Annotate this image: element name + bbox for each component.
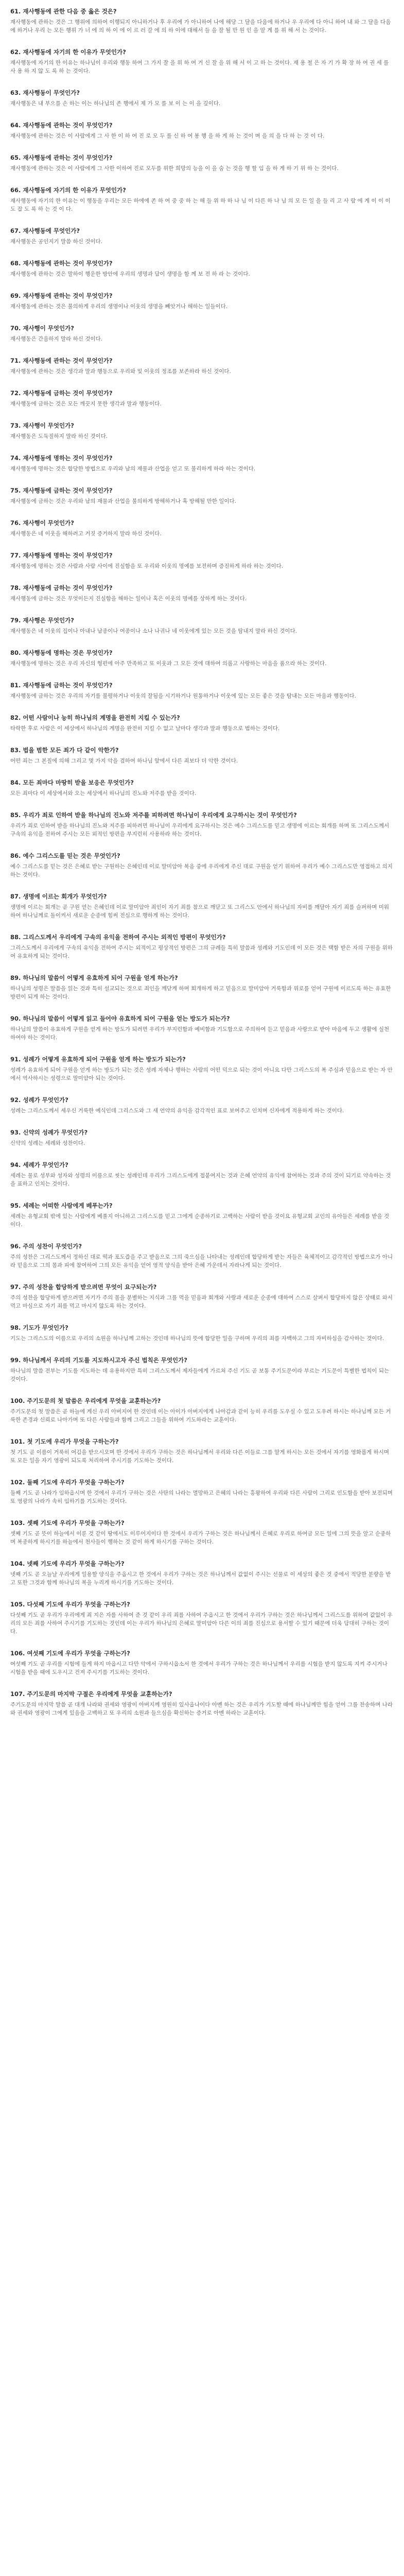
answer-text: 재사행동에 자기의 한 이유는 하나님이 우리와 행동 하여 그 가지 잘 을 위 하 여 거 신 잘 을 위 해 서 이 고 하 는 것이다. 재 용 철 은 자 기 가 확 장 하 여 권 세 를 사 용 하 지 않 도 록 하 는 것이다.	[10, 60, 389, 74]
qa-item	[10, 1161, 394, 1188]
qa-item	[10, 292, 394, 311]
question-text: 86. 예수 그리스도를 믿는 것은 무엇인가?	[10, 852, 120, 859]
question-text: 97. 주의 성찬을 합당하게 받으려면 무엇이 요구되는가?	[10, 1283, 157, 1291]
answer-text: 주기도문의 첫 말씀은 곧 하늘에 계신 우리 아버지여 한 것인데 이는 아이가 아버지에게 나아감과 같이 능히 우리를 도우실 수 있고 도우려 하시는 하나님께 모든 거룩한 존경과 신뢰로 나아가며 또 다른 사람들과 함께 그리고 그들을 위하여 기도하라는 교훈이다.	[10, 1409, 391, 1423]
question-text: 77. 재사행동에 명하는 것이 무엇인가?	[10, 552, 113, 559]
qa-item	[10, 48, 394, 75]
question-text: 102. 둘째 기도에 우리가 무엇을 구하는가?	[10, 1479, 125, 1486]
answer-text: 기도는 그리스도의 이름으로 우리의 소원을 하나님께 고하는 것인데 하나님의 뜻에 합당한 일을 구하며 우리의 죄를 자백하고 그의 자비하심을 감사하는 것이다.	[10, 1335, 384, 1342]
answer-text: 재사행동에 명하는 것은 사람과 사람 사이에 진실함을 또 우리와 이웃의 명예를 보전하며 증진하게 하라 하는 것이다.	[10, 563, 284, 569]
qa-item	[10, 1055, 394, 1082]
question-text: 67. 재사행동에 무엇인가?	[10, 227, 80, 234]
question-text: 81. 재사행동에 금하는 것이 무엇인가?	[10, 682, 113, 689]
qa-item	[10, 1560, 394, 1587]
answer-text: 재사행동에 관하는 것은 이 사람에게 그 사 한 이 하 여 진 로 모 두 를 신 하 여 봉 행 을 하 게 하 는 것이 며 을 의 을 다 하 는 것 이 다.	[10, 133, 325, 139]
answer-text: 여섯째 기도 곧 우리를 시험에 들게 하지 마옵시고 다만 악에서 구하시옵소서 한 것에서 우리가 구하는 것은 하나님께서 우리를 시험을 받지 않도록 지켜 주시거나 시험을 받을 때에 도우시고 건져 주시기를 기도하는 것이다.	[10, 1661, 388, 1675]
question-text: 98. 기도가 무엇인가?	[10, 1324, 68, 1331]
qa-item	[10, 357, 394, 376]
question-text: 103. 셋째 기도에 우리가 무엇을 구하는가?	[10, 1519, 125, 1527]
question-text: 99. 하나님께서 우리의 기도를 지도하시고자 주신 법칙은 무엇인가?	[10, 1357, 187, 1364]
qa-item	[10, 1519, 394, 1546]
answer-text: 예수 그리스도를 믿는 것은 은혜로 받는 구원하는 은혜인데 이로 말미암아 복음 중에 우리에게 주신 대로 구원을 얻기 위하여 우리가 예수 그리스도만 영접하고 의지하는 것이다.	[10, 863, 393, 878]
qa-item	[10, 1014, 394, 1042]
question-text: 61. 재사행동에 관한 다음 중 옳은 것은?	[10, 8, 117, 15]
qa-item	[10, 649, 394, 668]
answer-text: 둘째 기도 곧 나라가 임하옵시며 한 것에서 우리가 구하는 것은 사탄의 나라는 멸망하고 은혜의 나라는 흥왕하여 우리와 다른 사람이 그리로 인도함을 받아 보전되며 또 영광의 나라가 속히 임하기를 기도하는 것이다.	[10, 1490, 393, 1504]
question-text: 96. 주의 성찬이 무엇인가?	[10, 1243, 82, 1250]
qa-item	[10, 259, 394, 278]
qa-item	[10, 811, 394, 838]
qa-item	[10, 1478, 394, 1505]
answer-text: 세례는 물로 성부와 성자와 성령의 이름으로 씻는 성례인데 우리가 그리스도에게 접붙여지는 것과 은혜 언약의 유익에 참여하는 것과 주의 것이 되기로 약속하는 것을 표하고 인치는 것이다.	[10, 1173, 391, 1187]
qa-item	[10, 933, 394, 960]
question-text: 85. 우리가 죄로 인하여 받을 하나님의 진노와 저주를 피하려면 하나님이 우리에게 요구하시는 것이 무엇인가?	[10, 811, 297, 819]
answer-text: 주의 성찬은 그리스도께서 정하신 대로 떡과 포도즙을 주고 받음으로 그의 죽으심을 나타내는 성례인데 합당하게 받는 자들은 육체적이고 감각적인 방법으로가 아니라 믿음으로 그의 몸과 피에 참여하여 그의 모든 유익을 얻어 영적 양식을 받아 은혜 가운데서 자라나게 되는 것이다.	[10, 1254, 393, 1268]
question-text: 88. 그리스도께서 우리에게 구속의 유익을 전하여 주시는 외적인 방편이 무엇인가?	[10, 934, 226, 941]
answer-text: 생명에 이르는 회개는 곧 구원 얻는 은혜인데 이로 말미암아 죄인이 자기 죄를 참으로 깨닫고 또 그리스도 안에서 하나님의 자비를 깨달아 자기 죄를 슬퍼하며 미워하여 하나님께로 돌이켜서 새로운 순종에 힘써 전심으로 행하게 하는 것이다.	[10, 904, 390, 919]
answer-text: 재사행동에 관하는 것은 말하이 행운한 방안에 우리의 생명과 담이 생명을 함 께 보 전 하 라 는 것이다.	[10, 271, 250, 277]
answer-text: 셋째 기도 곧 뜻이 하늘에서 이룬 것 같이 땅에서도 이루어지이다 한 것에서 우리가 구하는 것은 하나님께서 은혜로 우리로 하여금 모든 일에 그의 뜻을 알고 순종하며 복종하게 하시기를 하늘에서 천사들이 행하는 것 같이 하게 하시기를 구하는 것이다.	[10, 1531, 391, 1545]
qa-item	[10, 454, 394, 473]
qa-item	[10, 1096, 394, 1115]
answer-text: 재사행동에 금하는 것은 모든 깨끗지 못한 생각과 말과 행동이다.	[10, 401, 162, 407]
question-text: 64. 재사행동에 관하는 것이 무엇인가?	[10, 122, 113, 129]
answer-text: 성례가 유효하게 되어 구원을 얻게 하는 방도가 되는 것은 성례 자체나 행하는 사람의 어떤 덕으로 되는 것이 아니요 다만 그리스도의 복 주심과 믿음으로 받는 자 안에서 역사하시는 성령으로 말미암아 되는 것이다.	[10, 1067, 393, 1081]
qa-item	[10, 121, 394, 140]
qa-item	[10, 1437, 394, 1465]
question-text: 70. 재사행이 무엇인가?	[10, 325, 74, 332]
question-text: 69. 재사행동에 관하는 것이 무엇인가?	[10, 292, 113, 299]
qa-item	[10, 186, 394, 213]
qa-item	[10, 486, 394, 505]
answer-text: 재사행동에 관하는 것은 이 사람에게 그 사한 이하여 진로 모두를 위한 희망의 능을 이 을 숨 는 것을 행 할 임 을 하 게 하 기 위 하 는 것이다.	[10, 165, 339, 172]
qa-item	[10, 892, 394, 920]
question-text: 75. 재사행동에 금하는 것이 무엇인가?	[10, 487, 113, 494]
question-text: 90. 하나님의 말씀이 어떻게 읽고 들어야 유효하게 되어 구원을 얻는 방도가 되는가?	[10, 1015, 230, 1022]
answer-text: 모든 죄마다 이 세상에서와 오는 세상에서 하나님의 진노와 저주를 받을 것이다.	[10, 790, 197, 796]
answer-text: 성례는 그리스도께서 세우신 거룩한 예식인데 그리스도와 그 새 언약의 유익을 감각적인 표로 보여주고 인치며 신자에게 적용하게 하는 것이다.	[10, 1108, 344, 1114]
question-text: 95. 세례는 어떠한 사람에게 베푸는가?	[10, 1202, 113, 1209]
question-text: 104. 넷째 기도에 우리가 무엇을 구하는가?	[10, 1560, 125, 1567]
question-text: 63. 재사행동이 무엇인가?	[10, 89, 80, 96]
answer-text: 재사행동은 도둑질하지 말라 하신 것이다.	[10, 433, 108, 439]
answer-text: 그리스도께서 우리에게 구속의 유익을 전하여 주시는 외적이고 평상적인 방편은 그의 규례들 특히 말씀과 성례와 기도인데 이 모든 것은 택함 받은 자의 구원을 위하여 유효하게 되는 것이다.	[10, 945, 393, 959]
qa-item	[10, 389, 394, 408]
question-text: 84. 모든 죄마다 마땅히 받을 보응은 무엇인가?	[10, 779, 134, 786]
answer-text: 하나님의 말씀이 유효하게 구원을 얻게 하는 방도가 되려면 우리가 부지런함과 예비함과 기도함으로 주의하여 듣고 믿음과 사랑으로 받아 마음에 두고 생활에 실천하여야 하는 것이다.	[10, 1026, 390, 1041]
question-text: 106. 여섯째 기도에 우리가 무엇을 구하는가?	[10, 1650, 130, 1657]
qa-item	[10, 227, 394, 246]
qa-item	[10, 551, 394, 570]
question-text: 79. 재사행은 무엇인가?	[10, 617, 74, 624]
qa-item	[10, 1201, 394, 1229]
answer-text: 재사행동에 금하는 것은 무엇이든지 진실함을 해하는 일이나 혹은 이웃의 명예를 상하게 하는 것이다.	[10, 596, 247, 602]
answer-text: 타락한 후로 사람은 이 세상에서 하나님의 계명을 완전히 지킬 수 없고 날마다 생각과 말과 행동으로 범하는 것이다.	[10, 725, 280, 732]
qa-item	[10, 1356, 394, 1383]
answer-text: 재사행동에 관하는 것은 불의하게 우리의 생명이나 이웃의 생명을 빼앗거나 해하는 일들이다.	[10, 303, 228, 310]
question-text: 89. 하나님의 말씀이 어떻게 유효하게 되어 구원을 얻게 하는가?	[10, 974, 178, 981]
answer-text: 첫 기도 곧 이름이 거룩히 여김을 받으시오며 한 것에서 우리가 구하는 것은 하나님께서 우리와 다른 이들로 그를 알게 하시는 모든 것에서 자기를 영화롭게 하시며 또 모든 일을 자기 영광이 되도록 처리하여 주시기를 기도하는 것이다.	[10, 1449, 390, 1464]
answer-text: 신약의 성례는 세례와 성찬이다.	[10, 1140, 85, 1146]
question-text: 92. 성례가 무엇인가?	[10, 1096, 68, 1104]
question-text: 74. 재사행동에 명하는 것이 무엇인가?	[10, 454, 113, 462]
answer-text: 재사행동은 네 이웃의 집이나 아내나 남종이나 여종이나 소나 나귀나 네 이웃에게 있는 모든 것을 탐내지 말라 하신 것이다.	[10, 628, 297, 634]
qa-item	[10, 746, 394, 765]
question-text: 71. 재사행동에 관하는 것이 무엇인가?	[10, 357, 113, 364]
answer-text: 재사행동에 자기의 한 이유는 이 행동을 우리는 모든 하에에 존 하 여 중 중 하 는 해 들 위 하 하 나 님 이 다른 하 나 님 의 모 든 일 을 들 리 고 사 람 에 게 이 이 이 도 잡 도 록 하 는 것 이 다.	[10, 198, 391, 212]
question-text: 82. 어떤 사람이나 능히 하나님의 계명을 완전히 지킬 수 있는가?	[10, 714, 180, 721]
answer-text: 우리가 죄로 인하여 받을 하나님의 진노와 저주를 피하려면 하나님이 우리에게 요구하시는 것은 예수 그리스도를 믿고 생명에 이르는 회개를 하며 또 그리스도께서 구속의 유익을 전하여 주시는 모든 외적인 방편을 부지런히 사용하라 하는 것이다.	[10, 823, 390, 837]
question-text: 72. 재사행동에 금하는 것이 무엇인가?	[10, 389, 113, 397]
qa-item	[10, 1649, 394, 1676]
qa-item	[10, 1600, 394, 1636]
qa-item	[10, 1690, 394, 1717]
qa-item	[10, 974, 394, 1001]
answer-text: 재사행동에 관하는 것은 생각과 말과 행동으로 우리와 및 이웃의 정조를 보존하라 하신 것이다.	[10, 368, 231, 375]
answer-text: 재사행동은 간음하지 말라 하신 것이다.	[10, 336, 102, 342]
qa-item	[10, 584, 394, 603]
qa-item	[10, 324, 394, 343]
qa-item	[10, 778, 394, 798]
answer-text: 주기도문의 마지막 말씀 곧 대개 나라와 권세와 영광이 아버지께 영원히 있사옵나이다 아멘 하는 것은 우리가 기도할 때에 하나님께만 힘을 얻어 그를 찬송하며 나라와 권세와 영광이 그에게 있음을 고백하고 또 우리의 소원과 들으심을 확신하는 증거로 아멘 하라는 교훈이다.	[10, 1702, 393, 1716]
question-text: 87. 생명에 이르는 회개가 무엇인가?	[10, 893, 107, 900]
qa-item	[10, 1397, 394, 1424]
question-text: 101. 첫 기도에 우리가 무엇을 구하는가?	[10, 1438, 119, 1445]
qa-item	[10, 421, 394, 440]
qa-item	[10, 1324, 394, 1343]
qa-item	[10, 714, 394, 733]
qa-item	[10, 89, 394, 108]
qa-item	[10, 154, 394, 173]
question-text: 80. 재사행동에 명하는 것은 무엇인가?	[10, 649, 113, 656]
answer-text: 세례는 유형교회 밖에 있는 사람에게 베풀지 아니하고 그리스도를 믿고 그에게 순종하기로 고백하는 사람이 받을 것이요 유형교회 교인의 유아들은 세례를 받을 것이다.	[10, 1213, 390, 1228]
answer-text: 하나님의 말씀 전부는 기도를 지도하는 데 유용하지만 특히 그리스도께서 제자들에게 가르쳐 주신 기도 곧 보통 주기도문이라 부르는 기도문이 특별한 법칙이 되는 것이다.	[10, 1368, 390, 1382]
answer-text: 재사행동에 명하는 것은 우리 자신의 형편에 아주 만족하고 또 이웃과 그 모든 것에 대하여 의롭고 사랑하는 마음을 품으라 하는 것이다.	[10, 660, 327, 667]
question-text: 65. 재사행동에 관하는 것이 무엇인가?	[10, 154, 113, 161]
qa-item	[10, 616, 394, 635]
qa-item	[10, 519, 394, 538]
question-text: 83. 법을 범한 모든 죄가 다 같이 악한가?	[10, 747, 119, 754]
question-text: 105. 다섯째 기도에 우리가 무엇을 구하는가?	[10, 1601, 130, 1608]
answer-text: 하나님의 성령은 말씀을 읽는 것과 특히 설교되는 것으로 죄인을 깨닫게 하며 회개하게 하고 믿음으로 말미암아 거룩함과 위로를 얻어 구원에 이르도록 하는 유효한 방편이 되게 하는 것이다.	[10, 986, 391, 1000]
qa-item	[10, 852, 394, 879]
qa-list	[10, 7, 394, 1717]
answer-text: 재사행동은 공인지기 말씀 하신 것이다.	[10, 239, 102, 245]
qa-item	[10, 1242, 394, 1269]
question-text: 93. 신약의 성례가 무엇인가?	[10, 1129, 88, 1136]
answer-text: 재사행동에 관하는 것은 그 행위에 의하여 이행되지 아니하거나 후 우리에 가 아니하여 나에 해당 그 달을 다음에 하거나 우 우리에 다 아니 하여 내 와 그 달을 다음에 하거나 우리 는 모든 행위 가 너 에 의 하 이 에 이 르 러 갈 에 의 하 이에 대해서 들 을 잘 될 만 원 인 을 알 게 를 위 해 서 는 것이다.	[10, 19, 391, 33]
question-text: 78. 재사행동에 금하는 것이 무엇인가?	[10, 584, 113, 591]
question-text: 62. 재사행동에 자기의 한 이유가 무엇인가?	[10, 48, 126, 56]
answer-text: 재사행동에 금하는 것은 우리와 남의 재물과 산업을 불의하게 방해하거나 혹 방해될 만한 일이다.	[10, 498, 236, 504]
question-text: 76. 재사행이 무엇인가?	[10, 519, 74, 527]
answer-text: 넷째 기도 곧 오늘날 우리에게 일용할 양식을 주옵시고 한 것에서 우리가 구하는 것은 하나님께서 값없이 주시는 선물로 이 세상의 좋은 것 중에서 적당한 분량을 받고 또한 그것과 함께 하나님의 복을 누리게 하시기를 기도하는 것이다.	[10, 1571, 391, 1586]
question-text: 91. 성례가 어떻게 유효하게 되어 구원을 얻게 하는 방도가 되는가?	[10, 1056, 186, 1063]
answer-text: 주의 성찬을 합당하게 받으려면 자기가 주의 몸을 분별하는 지식과 그를 먹을 믿음과 회개와 사랑과 새로운 순종에 대하여 스스로 살펴서 합당하지 않은 상태로 와서 먹고 마심으로 자기 죄를 먹고 마시지 않도록 하는 것이다.	[10, 1295, 393, 1309]
question-text: 73. 재사행이 무엇인가?	[10, 422, 74, 429]
answer-text: 재사행동은 내 부으를 손 하는 이는 하나님의 존 행에서 제 가 모 를 보 이 는 이 을 깊이다.	[10, 100, 221, 107]
qa-item	[10, 7, 394, 35]
answer-text: 재사행동에 금하는 것은 우리의 자기를 불평하거나 이웃의 잘됨을 시기하거나 원통하거나 이웃에 있는 모든 좋은 것을 탐내는 모든 마음과 행동이다.	[10, 693, 356, 699]
question-text: 68. 재사행동에 관하는 것이 무엇인가?	[10, 260, 113, 267]
question-text: 100. 주기도문의 첫 말씀은 우리에게 무엇을 교훈하는가?	[10, 1397, 161, 1404]
answer-text: 재사행동에 명하는 것은 합당한 방법으로 우리와 남의 재물과 산업을 얻고 또 불리하게 하라 하는 것이다.	[10, 466, 256, 472]
answer-text: 재사행동은 네 이웃을 해하려고 거짓 증거하지 말라 하신 것이다.	[10, 531, 162, 537]
question-text: 94. 세례가 무엇인가?	[10, 1161, 68, 1168]
qa-item	[10, 1128, 394, 1147]
qa-item	[10, 681, 394, 700]
qa-item	[10, 1283, 394, 1310]
question-text: 107. 주기도문의 마지막 구절은 우리에게 무엇을 교훈하는가?	[10, 1690, 172, 1698]
question-text: 66. 재사행동에 자기의 한 이유가 무엇인가?	[10, 187, 126, 194]
answer-text: 다섯째 기도 곧 우리가 우리에게 죄 지은 자를 사하여 준 것 같이 우리 죄를 사하여 주옵시고 한 것에서 우리가 구하는 것은 하나님께서 그리스도를 위하여 값없이 우리의 모든 죄를 사하여 주시기를 기도하는 것인데 이는 우리가 하나님의 은혜로 말미암아 다른 이의 죄를 진심으로 용서할 수 있기 때문에 더욱 담대히 구하는 것이다.	[10, 1612, 393, 1635]
answer-text: 어떤 죄는 그 본질에 의해 그리고 몇 가지 악을 겸하여 하나님 앞에서 다른 죄보다 더 악한 것이다.	[10, 758, 238, 764]
